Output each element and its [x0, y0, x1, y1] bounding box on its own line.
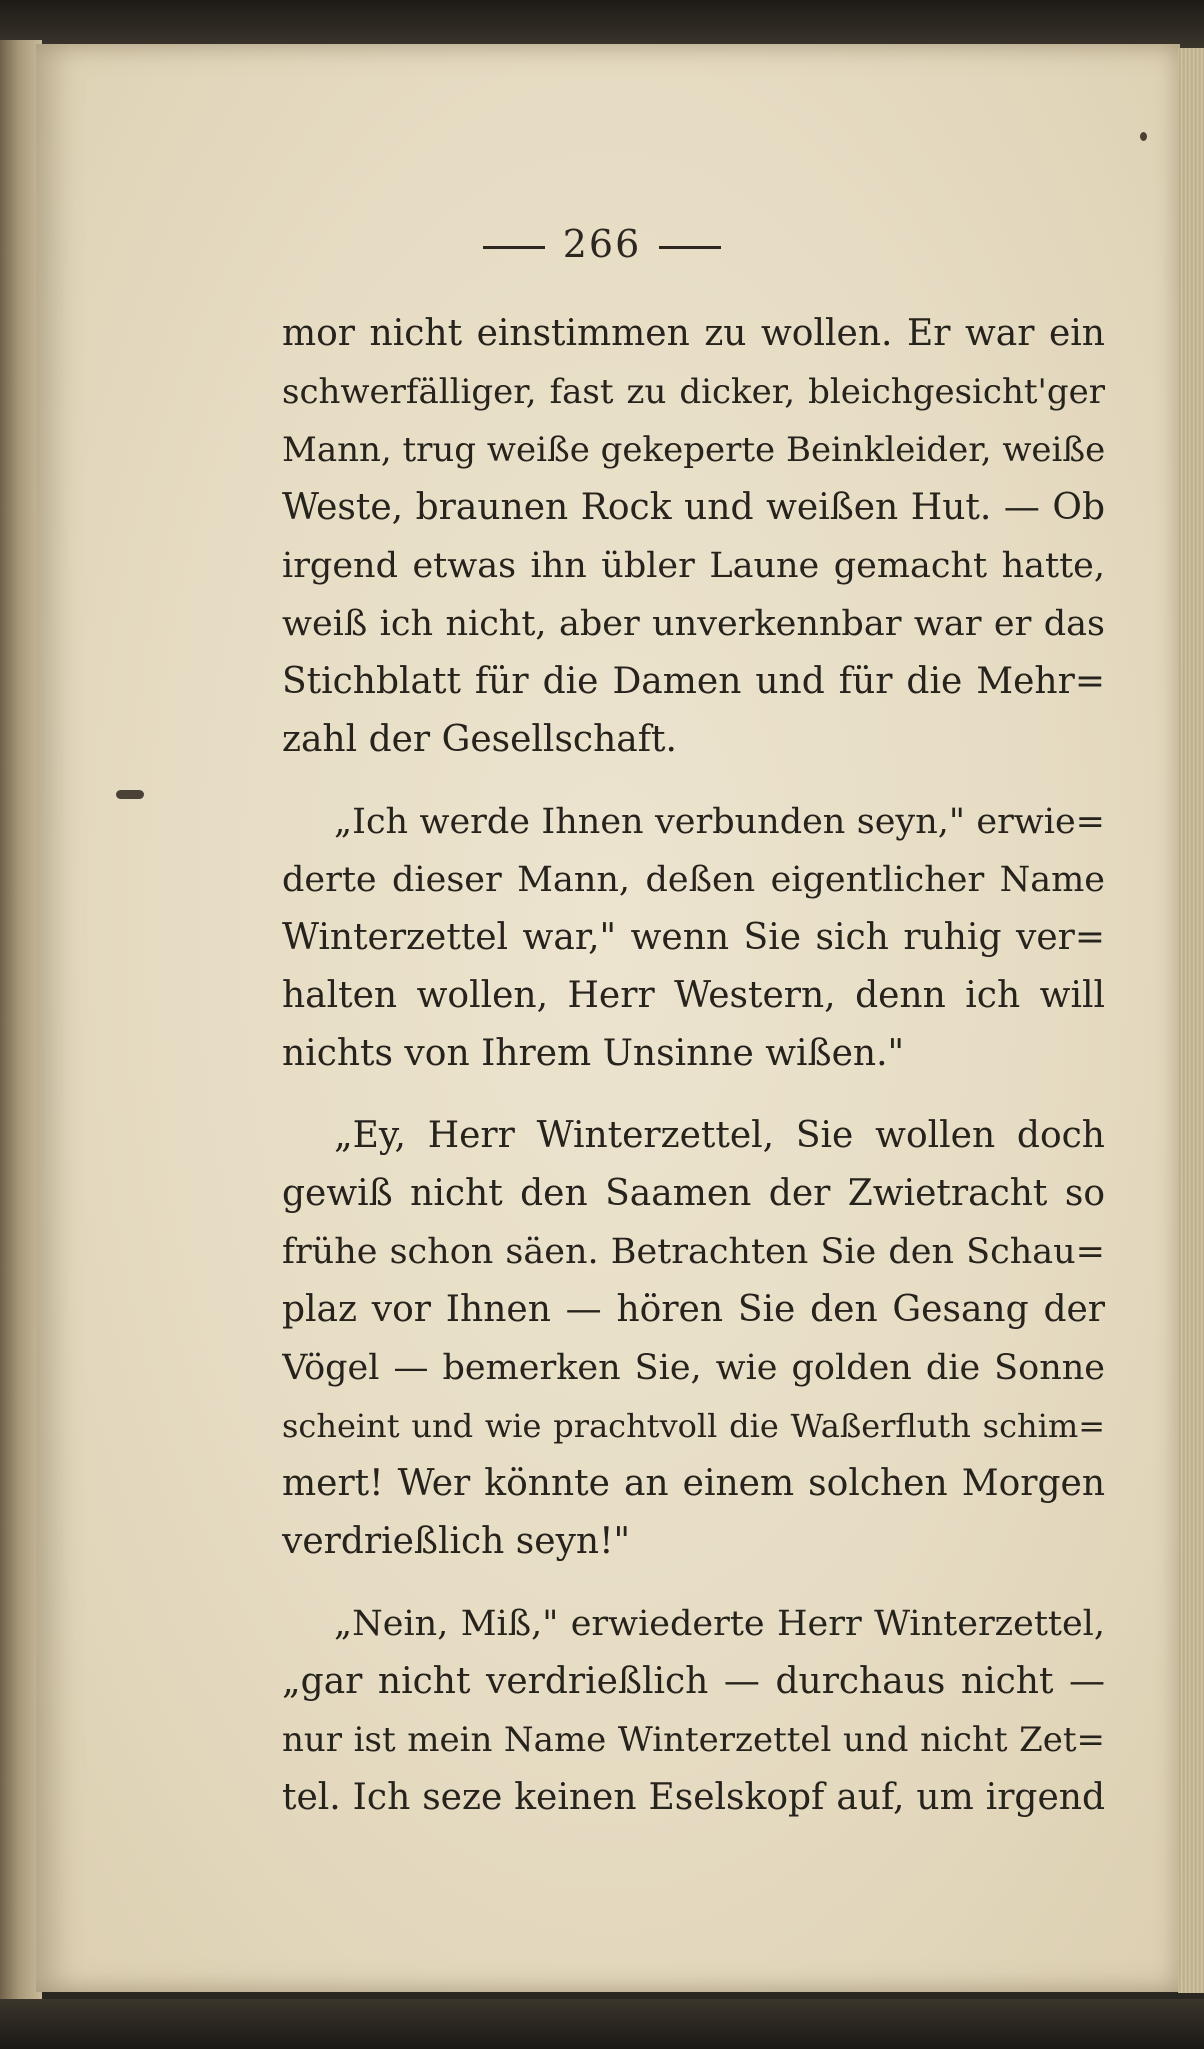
text-line: mert! Wer könnte an einem solchen Morgen	[282, 1463, 1105, 1504]
page-stack-edge	[1178, 48, 1204, 1993]
text-line: mor nicht einstimmen zu wollen. Er war ein	[282, 313, 1105, 354]
text-line: gewiß nicht den Saamen der Zwietracht so	[282, 1173, 1105, 1214]
text-line: nur ist mein Name Winterzettel und nicht Zet=	[282, 1720, 1105, 1760]
book-top-edge	[0, 0, 1204, 48]
text-line: nichts von Ihrem Unsinne wißen."	[282, 1033, 905, 1074]
body-text	[282, 305, 1105, 1827]
page-number: 266	[562, 222, 642, 266]
text-line: Vögel — bemerken Sie, wie golden die Sonne	[282, 1348, 1105, 1388]
text-line: plaz vor Ihnen — hören Sie den Gesang der	[282, 1289, 1105, 1330]
text-line: derte dieser Mann, deßen eigentlicher Name	[282, 860, 1105, 900]
paragraph	[282, 305, 1105, 769]
text-line: „Nein, Miß," erwiederte Herr Winterzettel,	[334, 1604, 1105, 1644]
text-line: tel. Ich seze keinen Eselskopf auf, um irgend	[282, 1777, 1105, 1818]
text-line: halten wollen, Herr Western, denn ich will	[282, 975, 1105, 1016]
text-line: „gar nicht verdrießlich — durchaus nicht —	[282, 1661, 1105, 1702]
text-line: „Ich werde Ihnen verbunden seyn," erwie=	[334, 802, 1105, 842]
header-dash-right	[659, 246, 721, 249]
header-dash-left	[483, 246, 545, 249]
text-line: frühe schon säen. Betrachten Sie den Schau=	[282, 1232, 1105, 1272]
text-line: schwerfälliger, fast zu dicker, bleichgesicht'ger	[282, 372, 1105, 412]
page-header	[0, 222, 1204, 266]
text-line: verdrießlich seyn!"	[282, 1521, 631, 1562]
text-line: Weste, braunen Rock und weißen Hut. — Ob	[282, 487, 1105, 528]
margin-mark	[116, 790, 144, 799]
text-line: Stichblatt für die Damen und für die Mehr=	[282, 661, 1105, 702]
text-line: scheint und wie prachtvoll die Waßerfluth schim=	[282, 1407, 1105, 1445]
text-line: zahl der Gesellschaft.	[282, 719, 677, 760]
paragraph	[282, 1107, 1105, 1571]
paper-speck	[1140, 132, 1147, 141]
text-line: irgend etwas ihn übler Laune gemacht hatte,	[282, 546, 1105, 586]
text-line: „Ey, Herr Winterzettel, Sie wollen doch	[334, 1115, 1105, 1156]
text-line: Mann, trug weiße gekeperte Beinkleider, weiße	[282, 430, 1105, 470]
text-line: Winterzettel war," wenn Sie sich ruhig ver=	[282, 917, 1105, 958]
paragraph	[282, 793, 1105, 1083]
text-line: weiß ich nicht, aber unverkennbar war er das	[282, 604, 1105, 644]
paragraph	[282, 1595, 1105, 1827]
book-bottom-edge	[0, 1999, 1204, 2049]
